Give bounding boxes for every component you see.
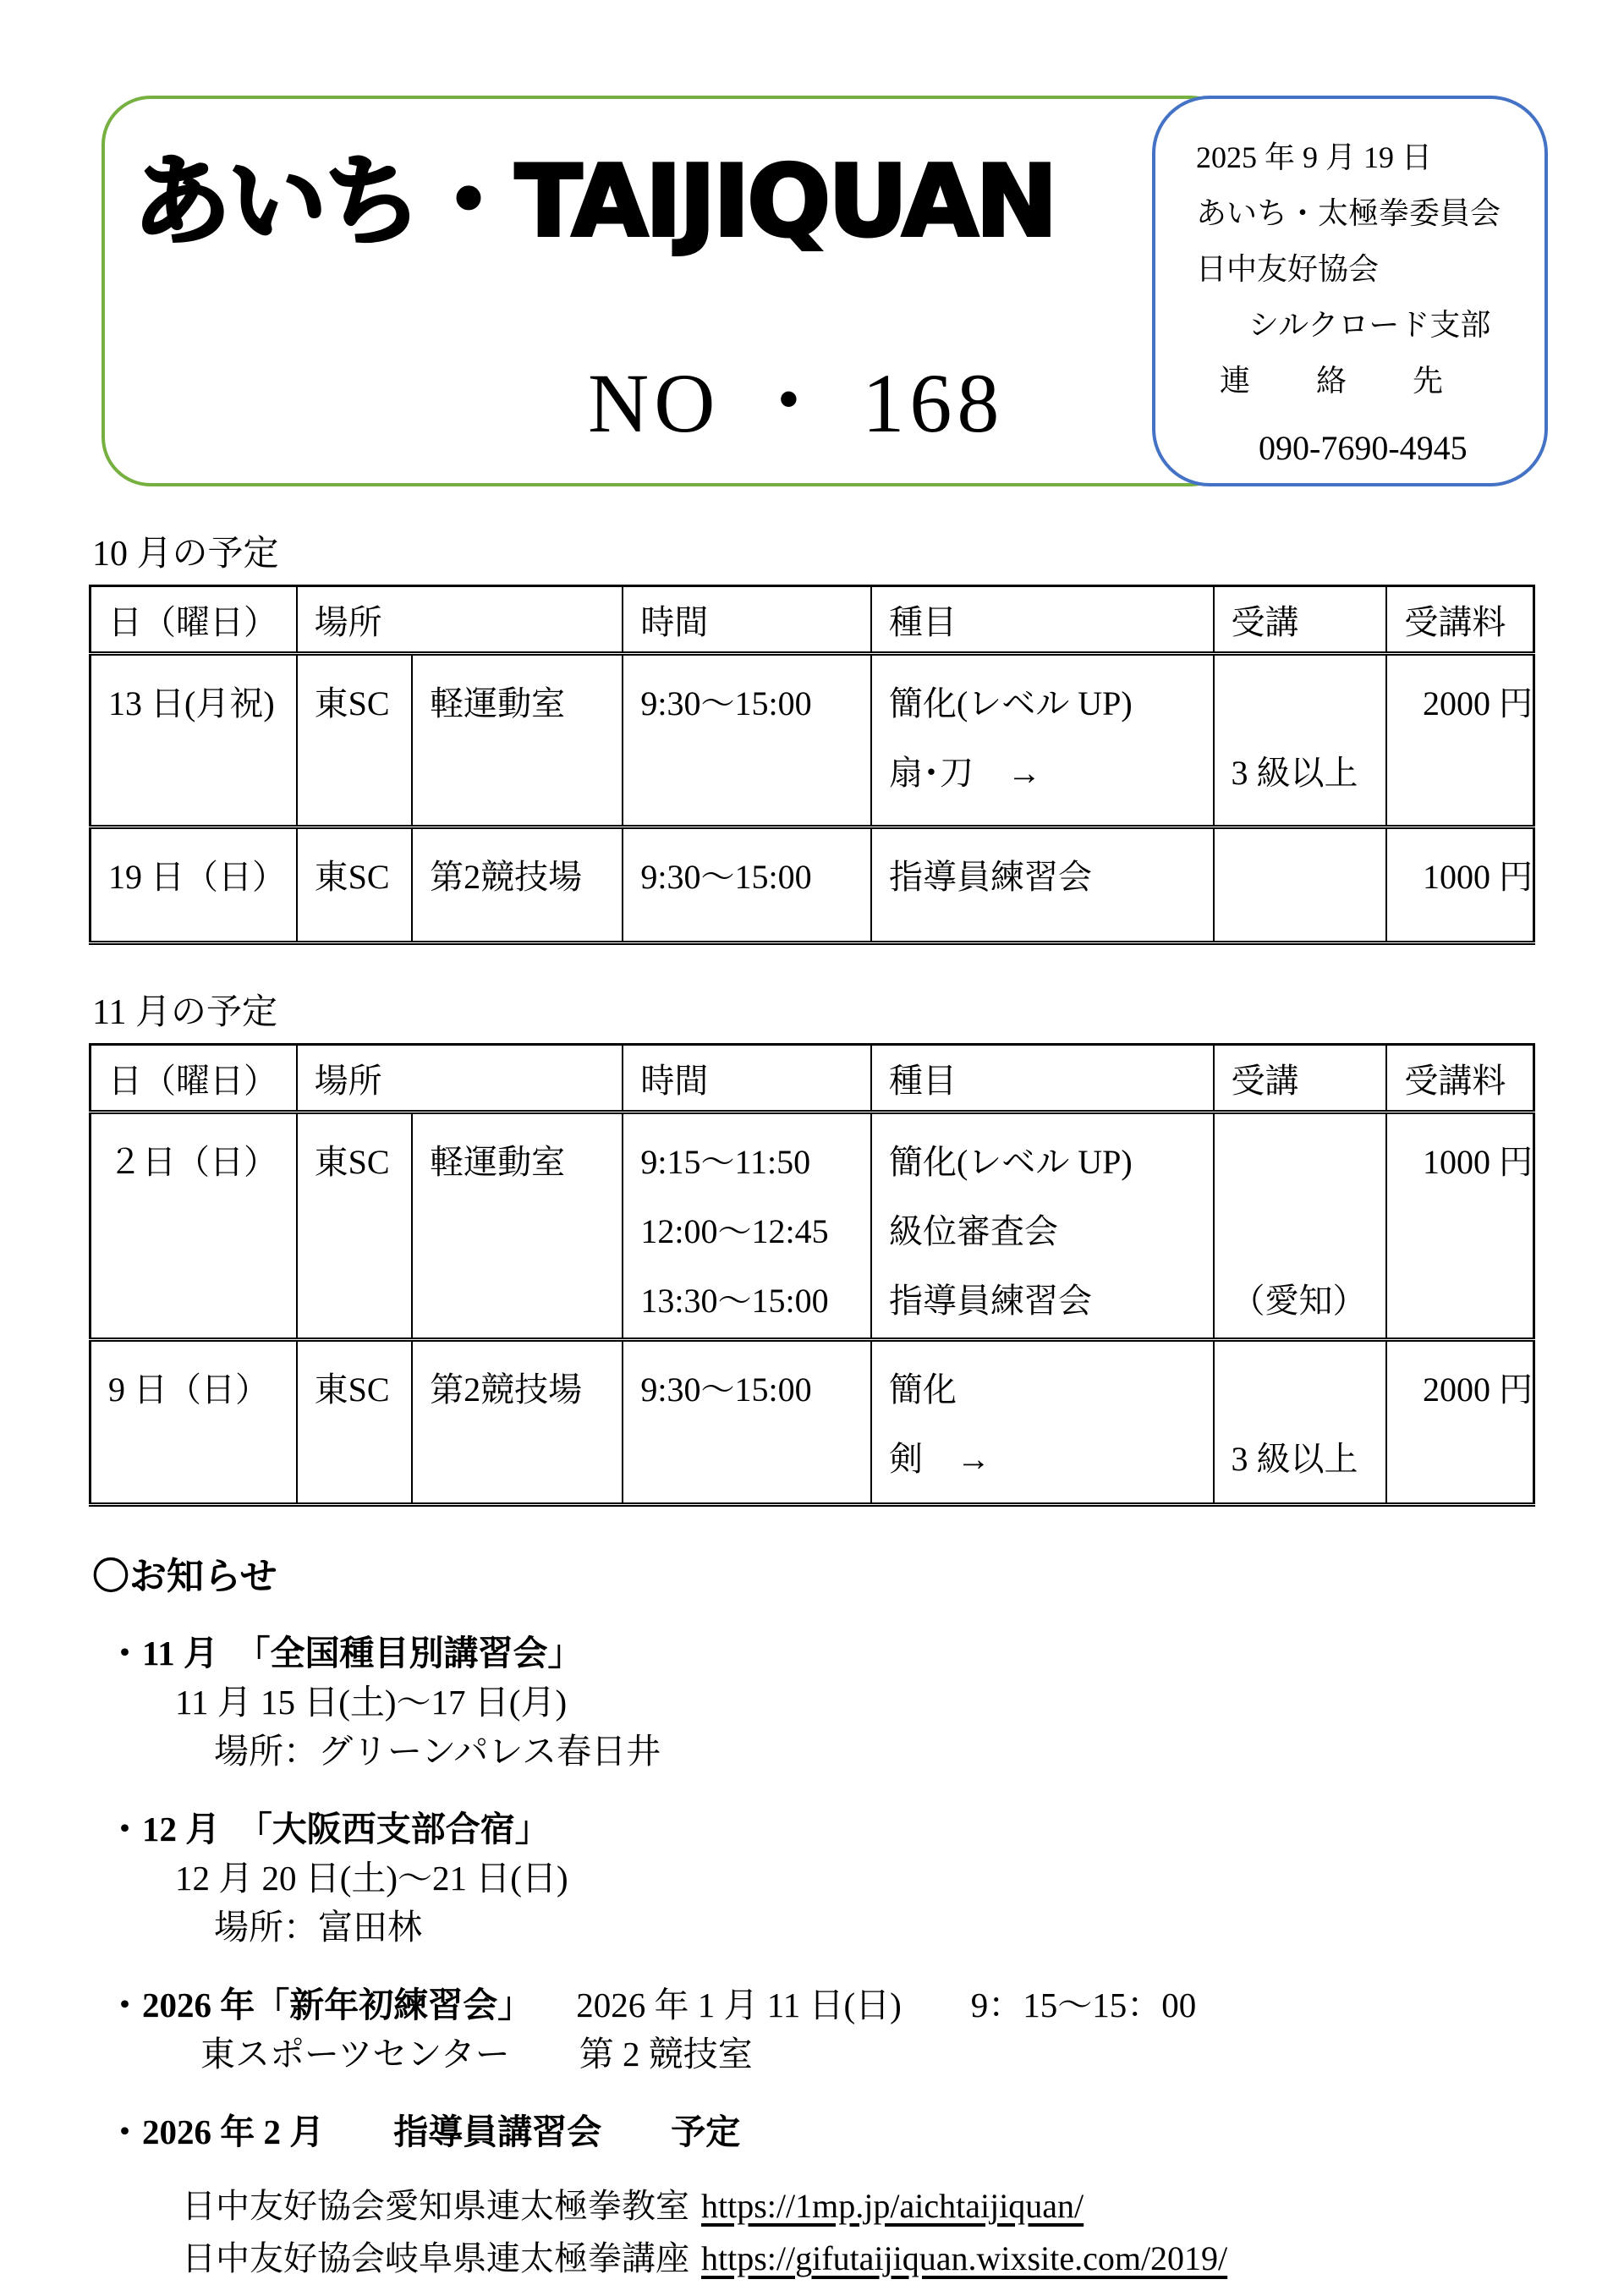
cell-time: 9:30～15:00 <box>623 654 871 827</box>
cell-date: ２日（日） <box>91 1112 297 1340</box>
cell-room: 第2競技場 <box>412 827 623 943</box>
notice-title: ・2026 年「新年初練習会」 2026 年 1 月 11 日(日) 9：15～15：00 <box>107 1986 1197 2024</box>
notice-item-february <box>89 2107 1535 2156</box>
link-row-gifu <box>182 2233 1535 2285</box>
header-attend: 受講 <box>1214 586 1387 654</box>
notices-heading: 〇お知らせ <box>92 1556 277 1597</box>
cell-attend <box>1214 827 1387 943</box>
issue-number: NO ・ 168 <box>588 356 1005 450</box>
cell-attend: 3 級以上 <box>1214 654 1387 827</box>
cell-fee: 2000 円 <box>1386 654 1533 827</box>
organization-line-1: あいち・太極拳委員会 <box>1196 196 1501 230</box>
notice-datetime: 2026 年 1 月 11 日(日) 9：15～15：00 <box>576 1986 1197 2024</box>
links-block <box>182 2180 1535 2285</box>
notice-item-november <box>89 1629 1535 1776</box>
header-fee: 受講料 <box>1386 1045 1533 1112</box>
cell-fee: 2000 円 <box>1386 1340 1533 1505</box>
table-row <box>91 827 1534 943</box>
october-section-title: 10 月の予定 <box>92 535 279 574</box>
notice-venue: 場所：富田林 <box>214 1908 422 1947</box>
header-event: 種目 <box>871 1045 1214 1112</box>
cell-event: 指導員練習会 <box>871 827 1214 943</box>
cell-room: 軽運動室 <box>412 1112 623 1340</box>
newsletter-page <box>0 96 1624 2296</box>
october-schedule-table <box>89 585 1535 945</box>
header-date: 日（曜日） <box>91 1045 297 1112</box>
notice-venue: 場所：グリーンパレス春日井 <box>214 1732 661 1771</box>
table-row <box>91 1112 1534 1340</box>
contact-info-box <box>1152 96 1548 486</box>
cell-time: 9:30～15:00 <box>623 827 871 943</box>
masthead <box>89 96 1535 486</box>
organization-line-3: シルクロード支部 <box>1248 308 1491 342</box>
header-event: 種目 <box>871 586 1214 654</box>
header-time: 時間 <box>623 586 871 654</box>
table-row <box>91 654 1534 827</box>
contact-phone: 090-7690-4945 <box>1259 429 1468 467</box>
notice-title: ・12 月 「大阪西支部合宿」 <box>107 1810 550 1848</box>
cell-time: 9:30～15:00 <box>623 1340 871 1505</box>
link-label: 日中友好協会愛知県連太極拳教室 <box>182 2187 689 2225</box>
cell-event: 簡化 剣 → <box>871 1340 1214 1505</box>
cell-room: 第2競技場 <box>412 1340 623 1505</box>
cell-attend: （愛知） <box>1214 1112 1387 1340</box>
notice-dates: 11 月 15 日(土)～17 日(月) <box>175 1683 568 1722</box>
cell-room: 軽運動室 <box>412 654 623 827</box>
newsletter-title: あいち・TAIJIQUAN <box>133 145 1056 259</box>
cell-fee: 1000 円 <box>1386 1112 1533 1340</box>
cell-attend: 3 級以上 <box>1214 1340 1387 1505</box>
november-schedule-table <box>89 1043 1535 1507</box>
cell-place: 東SC <box>297 827 413 943</box>
issue-date: 2025 年 9 月 19 日 <box>1196 140 1433 174</box>
table-header-row <box>91 1045 1534 1112</box>
aichi-taijiquan-link[interactable]: https://1mp.jp/aichtaijiquan/ <box>701 2187 1084 2225</box>
link-row-aichi <box>182 2180 1535 2233</box>
header-time: 時間 <box>623 1045 871 1112</box>
gifu-taijiquan-link[interactable]: https://gifutaijiquan.wixsite.com/2019/ <box>701 2239 1228 2277</box>
notice-title: ・2026 年 2 月 指導員講習会 予定 <box>107 2112 741 2151</box>
cell-place: 東SC <box>297 1112 413 1340</box>
header-attend: 受講 <box>1214 1045 1387 1112</box>
header-place: 場所 <box>297 586 623 654</box>
notice-venue: 東スポーツセンター 第 2 競技室 <box>200 2035 753 2074</box>
november-section-title: 11 月の予定 <box>92 993 277 1032</box>
cell-date: 19 日（日） <box>91 827 297 943</box>
cell-fee: 1000 円 <box>1386 827 1533 943</box>
table-row <box>91 1340 1534 1505</box>
cell-place: 東SC <box>297 1340 413 1505</box>
notice-item-december <box>89 1804 1535 1952</box>
link-label: 日中友好協会岐阜県連太極拳講座 <box>182 2239 689 2277</box>
organization-line-2: 日中友好協会 <box>1196 252 1380 286</box>
cell-event: 簡化(レベル UP) 級位審査会 指導員練習会 <box>871 1112 1214 1340</box>
notice-dates: 12 月 20 日(土)～21 日(日) <box>175 1859 568 1898</box>
cell-date: 9 日（日） <box>91 1340 297 1505</box>
contact-label: 連 絡 先 <box>1220 364 1446 398</box>
cell-date: 13 日(月祝) <box>91 654 297 827</box>
header-fee: 受講料 <box>1386 586 1533 654</box>
header-place: 場所 <box>297 1045 623 1112</box>
cell-event: 簡化(レベル UP) 扇･刀 → <box>871 654 1214 827</box>
cell-place: 東SC <box>297 654 413 827</box>
header-date: 日（曜日） <box>91 586 297 654</box>
notice-title: ・11 月 「全国種目別講習会」 <box>107 1634 583 1673</box>
table-header-row <box>91 586 1534 654</box>
cell-time: 9:15～11:50 12:00～12:45 13:30～15:00 <box>623 1112 871 1340</box>
notice-item-new-year <box>89 1980 1535 2079</box>
